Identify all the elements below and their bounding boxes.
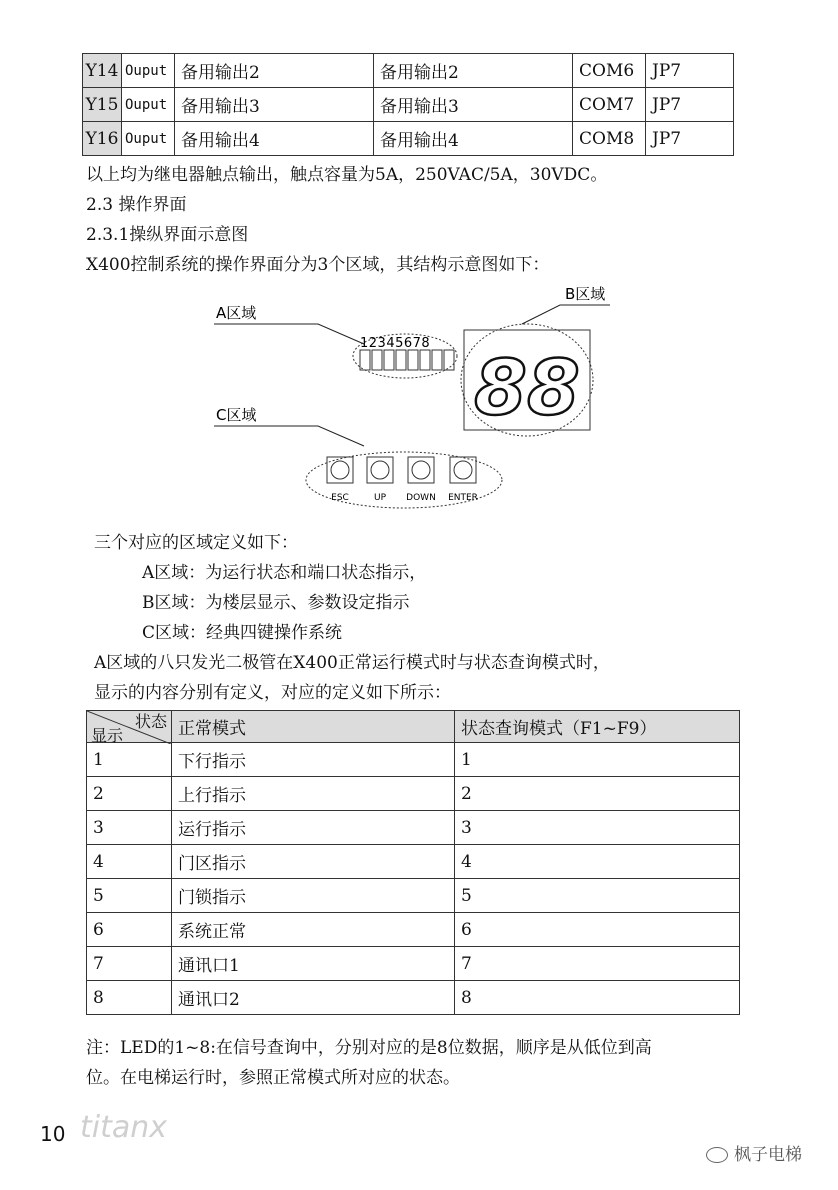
table-row: [87, 777, 740, 811]
normal-mode-cell: 系统正常: [172, 913, 455, 947]
io-com: COM7: [573, 88, 646, 122]
led-number: 3: [87, 811, 172, 845]
led-number: 8: [87, 981, 172, 1015]
led-2: [372, 350, 382, 370]
note-line-2: 位。在电梯运行时，参照正常模式所对应的状态。: [86, 1068, 460, 1088]
table-row: [87, 981, 740, 1015]
zone-c-definition: C区域：经典四键操作系统: [142, 623, 343, 643]
zone-a-definition: A区域：为运行状态和端口状态指示，: [142, 563, 427, 583]
io-type: Ouput: [122, 122, 175, 156]
query-mode-cell: 7: [455, 947, 740, 981]
io-type: Ouput: [122, 54, 175, 88]
io-desc: 备用输出3: [175, 88, 374, 122]
key-esc-label: ESC: [331, 493, 349, 503]
led-number: 6: [87, 913, 172, 947]
table-row: [87, 811, 740, 845]
led-5: [408, 350, 418, 370]
normal-mode-cell: 门区指示: [172, 845, 455, 879]
io-desc-alt: 备用输出2: [374, 54, 573, 88]
header-normal-mode: 正常模式: [172, 711, 455, 743]
led-indicators: [360, 350, 454, 370]
section-heading: 2.3 操作界面: [86, 195, 187, 215]
zones-intro: 三个对应的区域定义如下：: [94, 533, 298, 553]
operation-panel-diagram: [0, 280, 838, 520]
header-display: 显示: [91, 726, 124, 745]
watermark: titanx: [80, 1110, 168, 1145]
key-esc-button[interactable]: [327, 457, 353, 503]
normal-mode-cell: 门锁指示: [172, 879, 455, 913]
leader-b: [522, 305, 610, 324]
table-row: [87, 845, 740, 879]
query-mode-cell: 5: [455, 879, 740, 913]
io-com: COM6: [573, 54, 646, 88]
table-row: [87, 743, 740, 777]
led-definition-table: [86, 710, 740, 1015]
io-code: Y14: [83, 54, 122, 88]
key-up-label: UP: [373, 493, 387, 503]
led-8: [444, 350, 454, 370]
led-6: [420, 350, 430, 370]
leader-a: [214, 324, 364, 344]
io-jp: JP7: [646, 54, 734, 88]
intro-paragraph: X400控制系统的操作界面分为3个区域，其结构示意图如下：: [86, 255, 550, 275]
query-mode-cell: 1: [455, 743, 740, 777]
io-jp: JP7: [646, 88, 734, 122]
table-row: [87, 879, 740, 913]
label-c: C区域: [216, 406, 257, 424]
page-number: 10: [40, 1122, 66, 1146]
query-mode-cell: 4: [455, 845, 740, 879]
led-7: [432, 350, 442, 370]
diagonal-header-cell: [87, 711, 172, 743]
io-jp: JP7: [646, 122, 734, 156]
io-desc: 备用输出2: [175, 54, 374, 88]
wechat-icon: [706, 1147, 728, 1163]
io-com: COM8: [573, 122, 646, 156]
subsection-heading: 2.3.1操纵界面示意图: [86, 225, 249, 245]
table-row: [83, 54, 734, 88]
table-row: [87, 913, 740, 947]
query-mode-cell: 6: [455, 913, 740, 947]
led-intro-line-1: A区域的八只发光二极管在X400正常运行模式时与状态查询模式时，: [94, 653, 610, 673]
key-up-button[interactable]: [367, 457, 393, 503]
label-a: A区域: [216, 304, 257, 322]
leader-c: [214, 426, 364, 446]
normal-mode-cell: 通讯口2: [172, 981, 455, 1015]
table-row: [83, 122, 734, 156]
table-row: [87, 947, 740, 981]
io-table: [82, 53, 734, 156]
io-code: Y15: [83, 88, 122, 122]
note-line-1: 注：LED的1~8:在信号查询中，分别对应的是8位数据，顺序是从低位到高: [86, 1038, 652, 1058]
led-number: 5: [87, 879, 172, 913]
floor-display-value: 88: [474, 343, 580, 432]
key-enter-button[interactable]: [448, 457, 478, 503]
led-number: 1: [87, 743, 172, 777]
zone-b-definition: B区域：为楼层显示、参数设定指示: [142, 593, 410, 613]
normal-mode-cell: 上行指示: [172, 777, 455, 811]
io-desc-alt: 备用输出4: [374, 122, 573, 156]
io-type: Ouput: [122, 88, 175, 122]
account-name: 枫子电梯: [734, 1145, 802, 1165]
led-number: 4: [87, 845, 172, 879]
table-row: [83, 88, 734, 122]
query-mode-cell: 3: [455, 811, 740, 845]
relay-note: 以上均为继电器触点输出，触点容量为5A，250VAC/5A，30VDC。: [86, 165, 608, 185]
query-mode-cell: 2: [455, 777, 740, 811]
led-numbers: 12345678: [360, 336, 431, 351]
label-b: B区域: [565, 285, 606, 303]
query-mode-cell: 8: [455, 981, 740, 1015]
led-number: 7: [87, 947, 172, 981]
normal-mode-cell: 运行指示: [172, 811, 455, 845]
normal-mode-cell: 下行指示: [172, 743, 455, 777]
header-query-mode: 状态查询模式（F1~F9）: [455, 711, 740, 743]
header-state: 状态: [134, 712, 167, 731]
led-3: [384, 350, 394, 370]
table-header-row: [87, 711, 740, 743]
normal-mode-cell: 通讯口1: [172, 947, 455, 981]
io-desc: 备用输出4: [175, 122, 374, 156]
io-code: Y16: [83, 122, 122, 156]
led-1: [360, 350, 370, 370]
led-4: [396, 350, 406, 370]
account-logo: [706, 1140, 802, 1165]
key-down-label: DOWN: [406, 493, 436, 503]
led-number: 2: [87, 777, 172, 811]
key-down-button[interactable]: [406, 457, 436, 503]
led-intro-line-2: 显示的内容分别有定义，对应的定义如下所示：: [94, 683, 451, 703]
io-desc-alt: 备用输出3: [374, 88, 573, 122]
key-enter-label: ENTER: [448, 493, 478, 503]
